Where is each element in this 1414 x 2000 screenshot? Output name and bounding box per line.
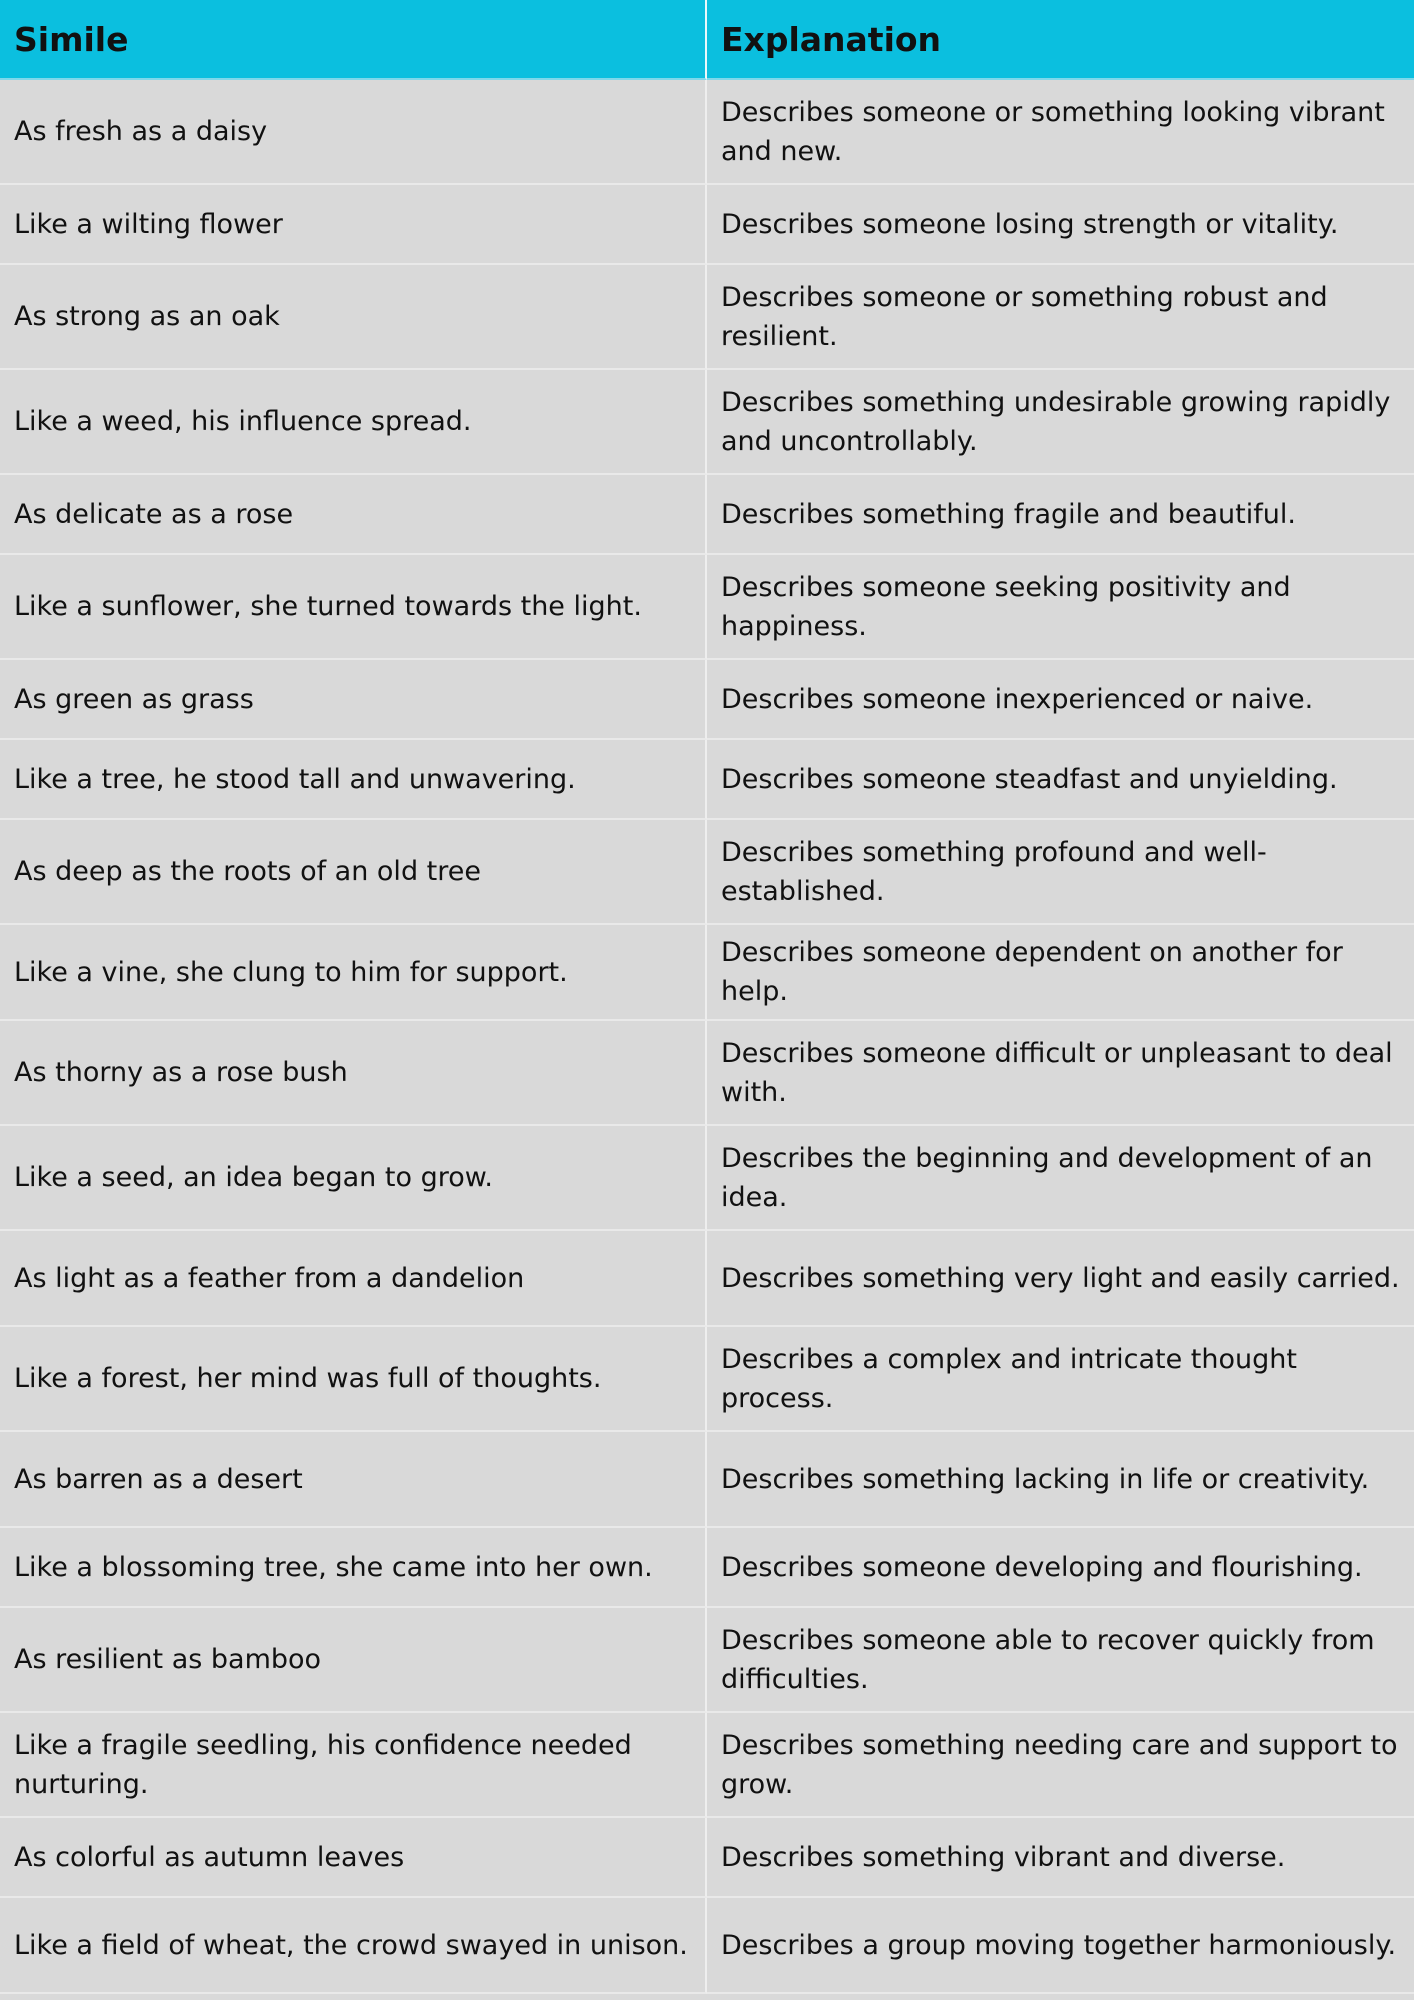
simile-cell: Like a forest, her mind was full of thoughts. (0, 1327, 707, 1432)
simile-cell: Like a field of wheat, the crowd swayed in unison. (0, 1898, 707, 1994)
explanation-cell: Describes something very light and easily carried. (707, 1231, 1414, 1327)
simile-cell: As colorful as autumn leaves (0, 1818, 707, 1898)
explanation-cell: Describes someone or something looking vibrant and new. (707, 80, 1414, 185)
simile-cell: Like a fragile seedling, his confidence needed nurturing. (0, 1713, 707, 1818)
simile-cell: As thorny as a rose bush (0, 1021, 707, 1126)
simile-cell: As resilient as bamboo (0, 1608, 707, 1713)
simile-cell: As deep as the roots of an old tree (0, 820, 707, 925)
explanation-cell: Describes someone developing and flourishing. (707, 1528, 1414, 1608)
simile-cell: Like a weed, his influence spread. (0, 370, 707, 475)
explanation-cell: Describes someone difficult or unpleasant to deal with. (707, 1021, 1414, 1126)
explanation-cell: Describes something lacking in life or creativity. (707, 1432, 1414, 1528)
explanation-cell: Describes the beginning and development of an idea. (707, 1126, 1414, 1231)
simile-cell: As strong as an oak (0, 265, 707, 370)
simile-cell: Like a wilting flower (0, 185, 707, 265)
simile-cell: As light as a feather from a dandelion (0, 1231, 707, 1327)
simile-cell: Like a blossoming tree, she came into her own. (0, 1528, 707, 1608)
explanation-cell: Describes something fragile and beautiful. (707, 475, 1414, 555)
explanation-cell: Describes something needing care and support to grow. (707, 1713, 1414, 1818)
explanation-cell: Describes something vibrant and diverse. (707, 1818, 1414, 1898)
explanation-cell: Describes someone seeking positivity and happiness. (707, 555, 1414, 660)
explanation-cell: Describes someone dependent on another for help. (707, 925, 1414, 1021)
explanation-cell: Describes something profound and well-established. (707, 820, 1414, 925)
explanation-cell: Describes something undesirable growing rapidly and uncontrollably. (707, 370, 1414, 475)
column-header-simile: Simile (0, 0, 707, 80)
column-header-explanation: Explanation (707, 0, 1414, 80)
simile-cell: Like a tree, he stood tall and unwavering. (0, 740, 707, 820)
explanation-cell: Describes someone losing strength or vitality. (707, 185, 1414, 265)
explanation-cell: Describes a group moving together harmoniously. (707, 1898, 1414, 1994)
explanation-cell: Describes someone or something robust and resilient. (707, 265, 1414, 370)
simile-cell: Like a seed, an idea began to grow. (0, 1126, 707, 1231)
explanation-cell: Describes someone steadfast and unyielding. (707, 740, 1414, 820)
simile-cell: As delicate as a rose (0, 475, 707, 555)
simile-cell: As fresh as a daisy (0, 80, 707, 185)
simile-cell: As barren as a desert (0, 1432, 707, 1528)
explanation-cell: Describes someone able to recover quickly from difficulties. (707, 1608, 1414, 1713)
explanation-cell: Describes a complex and intricate thought process. (707, 1327, 1414, 1432)
simile-cell: Like a sunflower, she turned towards the light. (0, 555, 707, 660)
simile-cell: As green as grass (0, 660, 707, 740)
simile-cell: Like a vine, she clung to him for support. (0, 925, 707, 1021)
explanation-cell: Describes someone inexperienced or naive. (707, 660, 1414, 740)
